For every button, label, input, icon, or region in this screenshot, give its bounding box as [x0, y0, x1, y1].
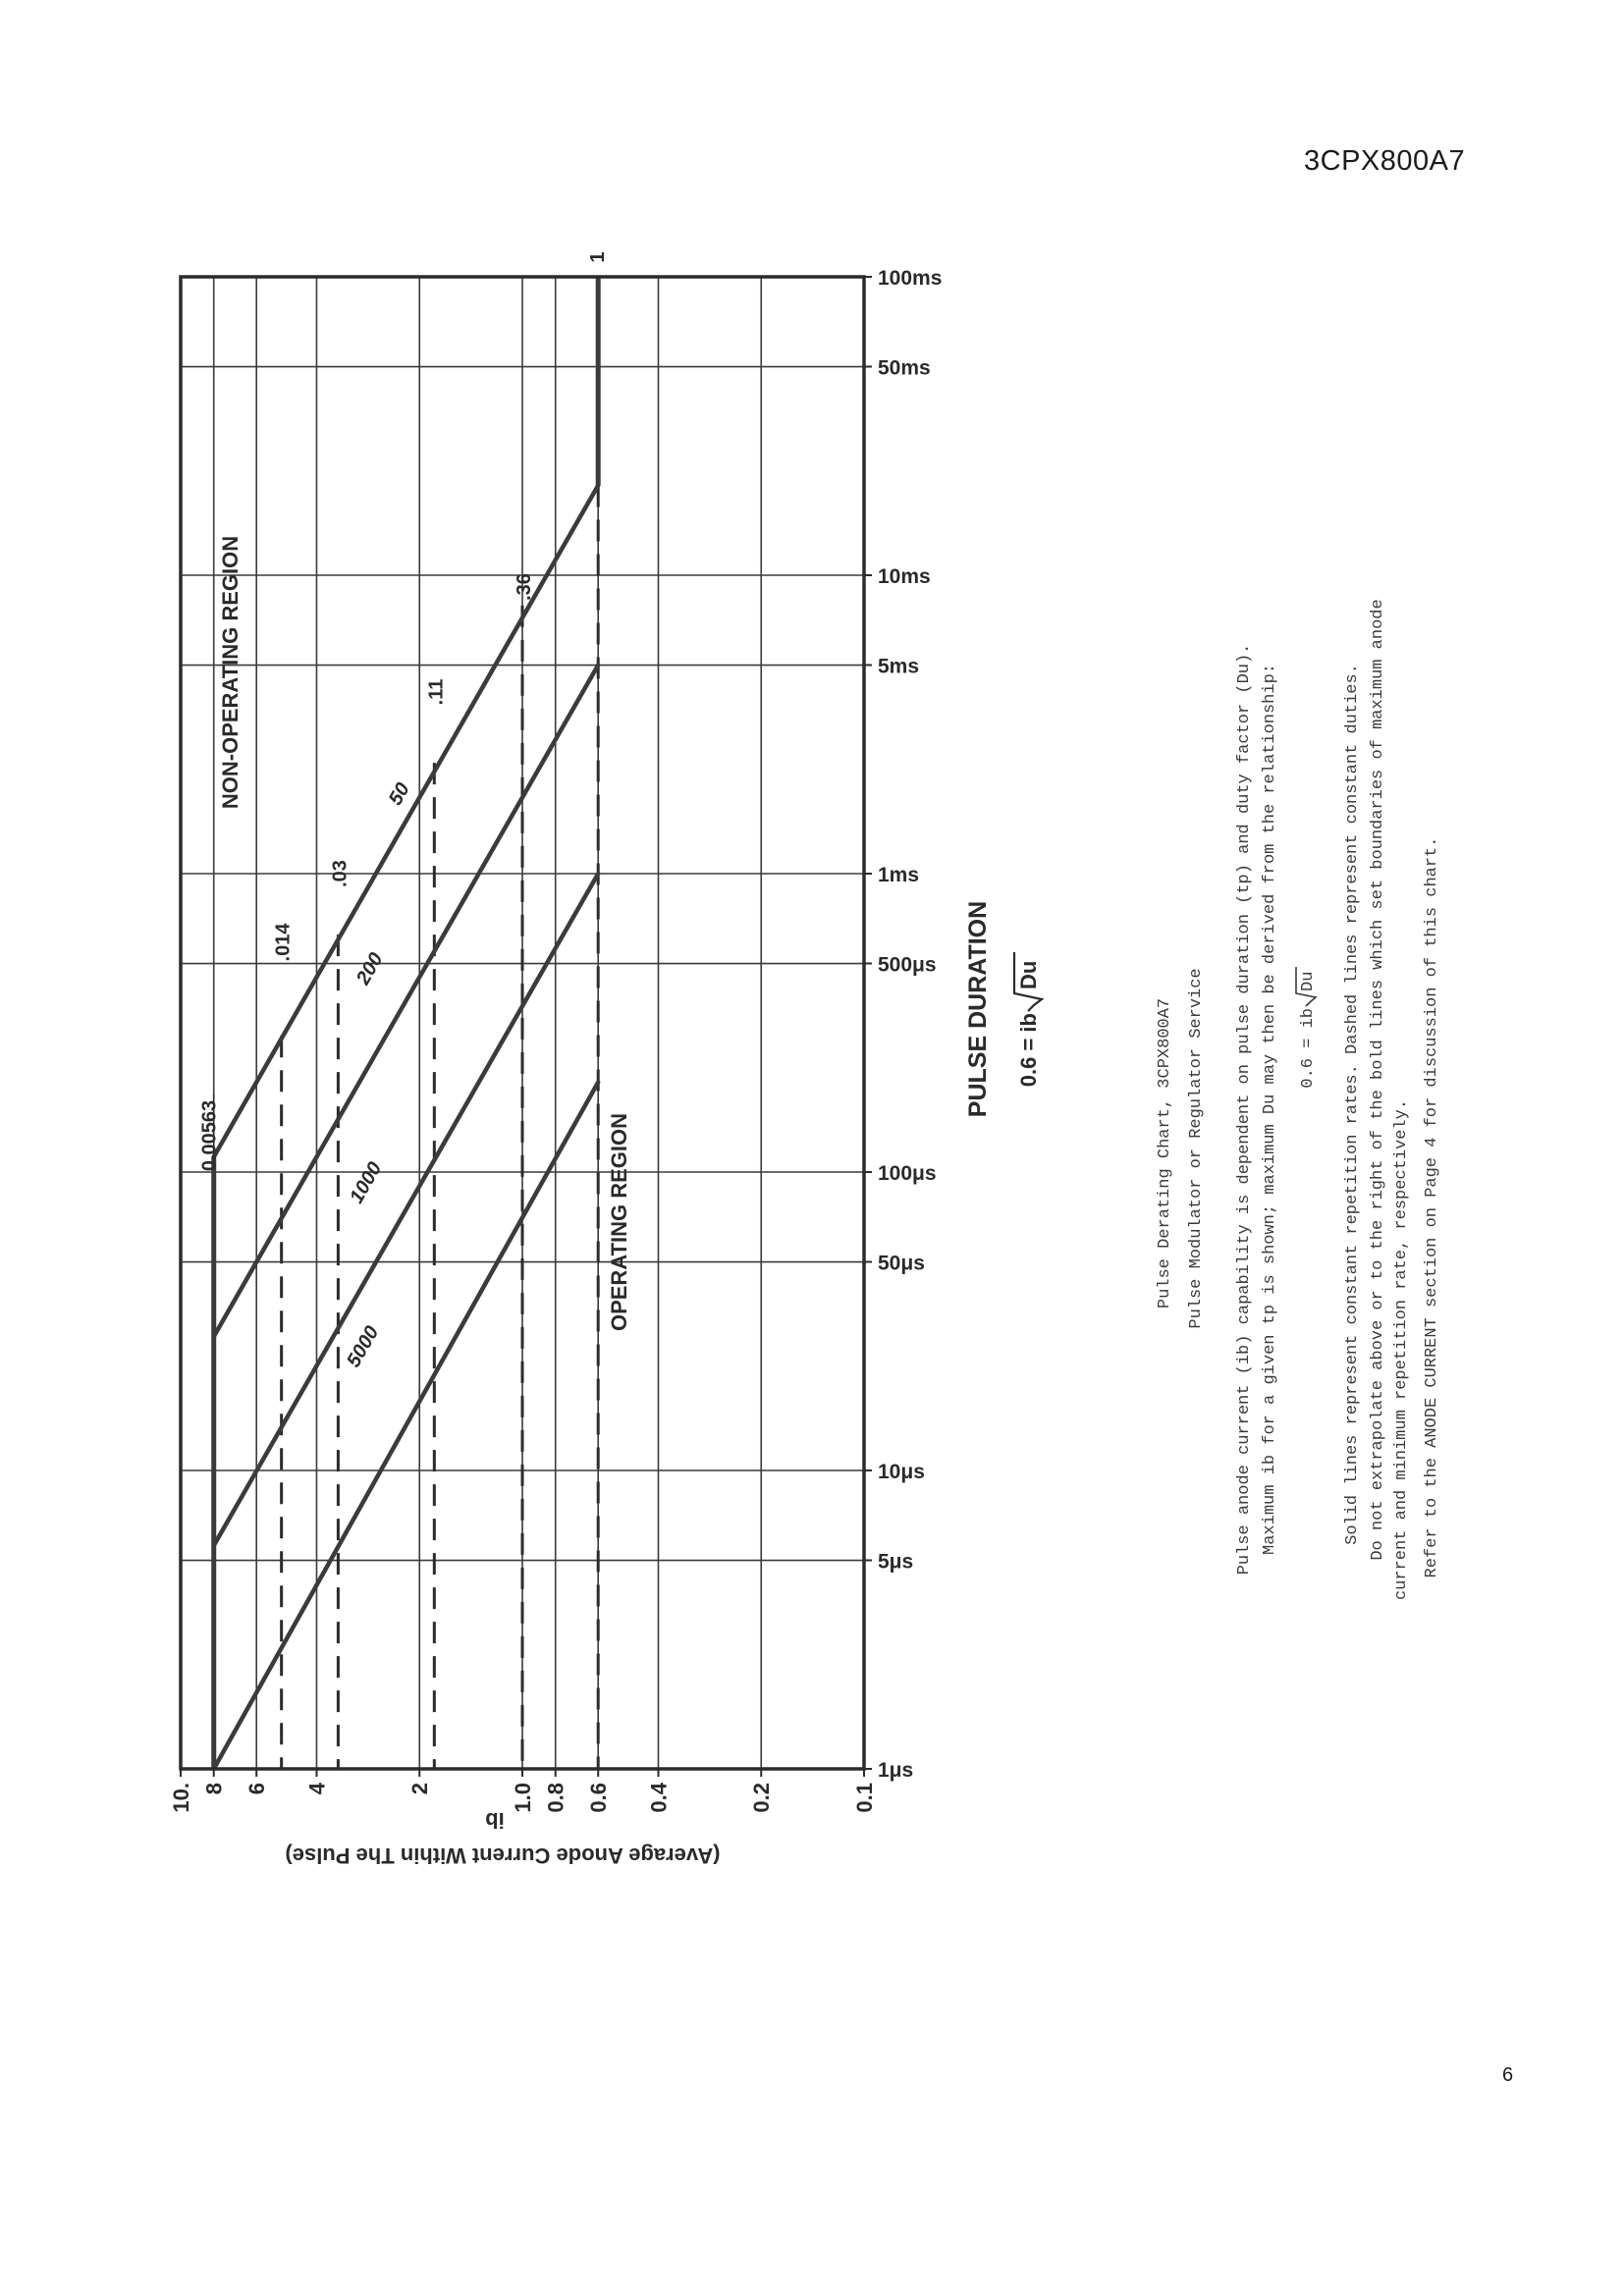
time-tick-50ms: 50ms [878, 356, 931, 380]
ib-tick-4: 4 [304, 1783, 330, 1795]
rate-label-50: 50 [384, 778, 414, 810]
y-axis-formula-radicand: Du [1016, 960, 1041, 989]
duty-label-0.014: .014 [272, 923, 295, 962]
time-tick-10ms: 10ms [878, 565, 931, 588]
caption-title: Pulse Derating Chart, 3CPX800A7 [1156, 997, 1174, 1309]
ib-tick-1.0: 1.0 [511, 1783, 535, 1813]
repetition-rate-lines [214, 277, 598, 1769]
duty-label-0.36: .36 [514, 573, 535, 601]
page-number: 6 [1502, 2064, 1514, 2086]
rate-label-5000: 5000 [343, 1322, 384, 1371]
duty-label-0.00563: 0.00563 [198, 1099, 221, 1172]
time-tick-10μs: 10μs [878, 1461, 925, 1483]
time-tick-5ms: 5ms [878, 655, 920, 678]
time-tick-5μs: 5μs [878, 1550, 914, 1574]
ib-axis-ticks [169, 1769, 877, 1813]
duty-label-0.03: .03 [329, 860, 352, 887]
y-axis-formula-text: 0.6 = ib [1016, 1013, 1041, 1088]
duty-lines [282, 485, 599, 1769]
note-formula-text: 0.6 = ib [1299, 1008, 1318, 1089]
note-formula [1296, 967, 1318, 1089]
note-4: Do not extrapolate above or to the right of the bold lines which set boundaries of maximum anode [1369, 599, 1387, 1561]
note-5: current and minimum repetition rate, respectively. [1392, 1098, 1411, 1601]
ib-tick-0.2: 0.2 [749, 1783, 775, 1813]
rate-line-1000 [214, 874, 598, 1546]
note-formula-radicand: Du [1299, 971, 1318, 991]
rate-label-1000: 1000 [346, 1158, 387, 1207]
time-tick-1ms: 1ms [878, 864, 920, 886]
ib-tick-10.: 10. [169, 1783, 193, 1813]
pulse-duration-ticks [864, 267, 942, 1782]
time-tick-1μs: 1μs [878, 1759, 914, 1782]
time-tick-500μs: 500μs [878, 953, 937, 977]
document-code: 3CPX800A7 [1304, 145, 1466, 177]
operating-region-label: OPERATING REGION [607, 1112, 631, 1332]
rate-line-200 [214, 666, 598, 1337]
note-3: Solid lines represent constant repetition rates. Dashed lines represent constant duties. [1343, 664, 1362, 1545]
ib-tick-0.6: 0.6 [586, 1783, 612, 1813]
note-2: Maximum ib for a given tp is shown; maximum Du may then be derived from the relationship: [1261, 664, 1279, 1555]
rate-line-50 [214, 485, 598, 1156]
y-axis-formula [1014, 952, 1042, 1087]
time-tick-50μs: 50μs [878, 1252, 925, 1275]
non-operating-region-label: NON-OPERATING REGION [218, 535, 243, 810]
ib-tick-2: 2 [407, 1783, 433, 1795]
note-6: Refer to the ANODE CURRENT section on Page 4 for discussion of this chart. [1423, 836, 1441, 1578]
rate-line-5000 [214, 1082, 598, 1769]
ib-tick-8: 8 [201, 1783, 227, 1795]
y-axis-title: PULSE DURATION [964, 900, 992, 1118]
ib-tick-6: 6 [244, 1783, 270, 1795]
chart-labels [199, 251, 631, 1370]
time-tick-100ms: 100ms [878, 267, 943, 290]
x-axis-label: ib [485, 1808, 505, 1833]
ib-tick-0.8: 0.8 [543, 1783, 568, 1813]
ib-tick-0.4: 0.4 [646, 1783, 672, 1813]
duty-label-0.11: .11 [425, 678, 448, 706]
rate-label-200: 200 [352, 949, 388, 988]
caption-subtitle: Pulse Modulator or Regulator Service [1187, 968, 1206, 1329]
ib-tick-0.1: 0.1 [852, 1783, 877, 1813]
note-1: Pulse anode current (ib) capability is dependent on pulse duration (tp) and duty factor (Du). [1235, 643, 1254, 1575]
duty-label-1: 1 [587, 251, 610, 263]
time-tick-100μs: 100μs [878, 1162, 937, 1185]
x-axis-sublabel: (Average Anode Current Within The Pulse) [285, 1843, 721, 1868]
